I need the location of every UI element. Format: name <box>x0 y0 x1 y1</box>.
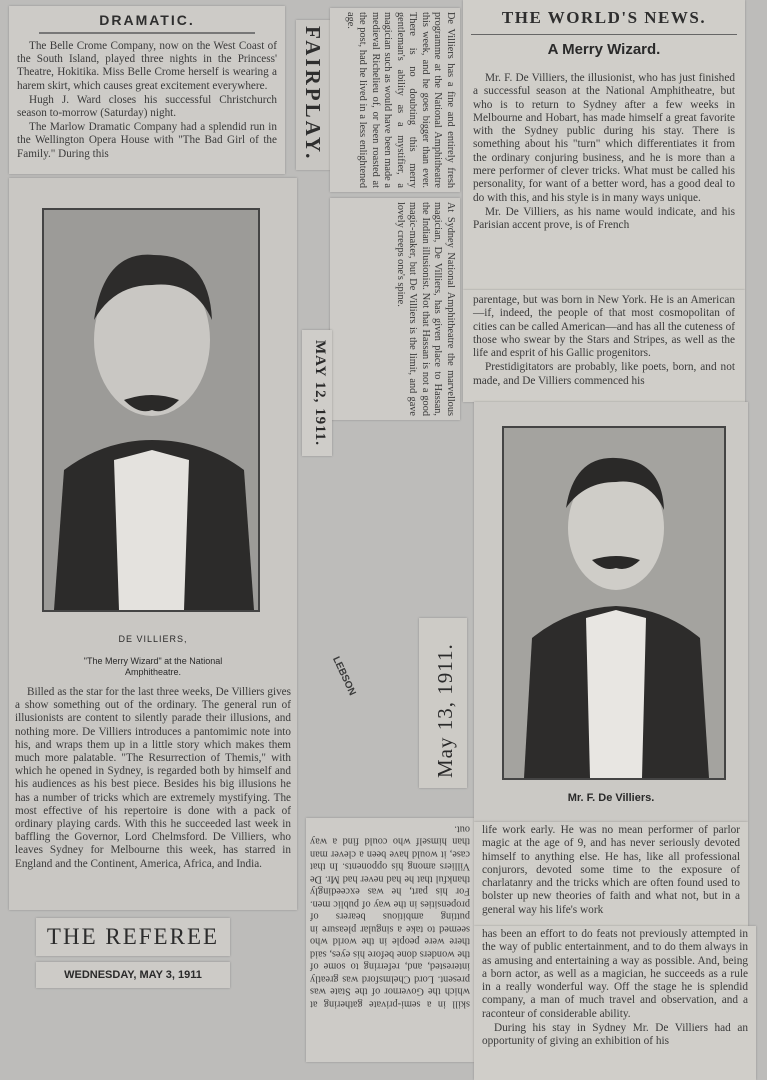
worlds-news-mid <box>463 290 745 402</box>
photo-caption-sub: "The Merry Wizard" at the National Amphitheatre. <box>83 656 223 677</box>
referee-date-text: WEDNESDAY, MAY 3, 1911 <box>64 969 202 981</box>
fairplay-text-a <box>330 8 460 192</box>
dramatic-clipping <box>9 6 285 174</box>
worlds-news-bottom-a <box>474 822 748 926</box>
photo-caption: Mr. F. De Villiers. <box>567 792 655 804</box>
fairplay-title: FAIRPLAY. <box>301 26 325 162</box>
photo-caption-name: DE VILLIERS, <box>118 634 188 644</box>
stamp-text: LEBSON <box>330 655 358 698</box>
paragraph: Prestidigitators are probably, like poets, born, and not made, and De Villiers commenced his <box>473 361 735 387</box>
worlds-news-top <box>463 0 745 290</box>
fairplay-masthead <box>296 20 330 170</box>
upside-down-text: skill in a semi-private gathering at which the Governor of the State was present. Lord Chelmsford was greatly interested, and, referring to some of the wonders done before his eyes, said there were people in the world who seemed to take a singular pleasure in putting ambitious bearers of propensities in the way of public men. For his part, he was exceedingly thankful that he had never had Mr. De Villiers among his opponents. In that case, it would have been a clever man than himself who could find a way out. <box>310 823 470 1010</box>
fairplay-text-b <box>330 198 460 420</box>
worlds-news-date <box>419 618 467 788</box>
referee-masthead <box>36 918 230 956</box>
referee-body: Billed as the star for the last three weeks, De Villiers gives a show something out of the ordinary. The general run of illusionists are content to silently parade their illusions, and nothing more. De Villiers introduces a pantomimic note into his, and wraps them up in a little story which makes them much more palatable. "The Resurrection of Themis," with which he opened in Sydney, is regarded both by himself and his audiences as his best piece. Besides his big illusions he has a number of tricks which are extremely mystifying. The most effective of his repertoire is done with a pack of ordinary playing cards. With this he succeeded last week in baffling the Governor, Lord Chelmsford. De Villiers, who leaves Sydney for Melbourne this week, has starred in England and the Continent, America, Africa, and India. <box>15 686 291 870</box>
referee-photo-clipping <box>9 178 297 910</box>
paragraph: parentage, but was born in New York. He is an American—if, indeed, the people of that most cosmopolitan of cities can be called American—and has all the cuteness of those who swear by the Stars and Stripes, as well as the life and esprit of his Gallic progenitors. <box>473 294 735 360</box>
fairplay-column-b: At Sydney National Amphitheatre the marvellous magician, De Villiers, has given place to Hassan, the Indian illusionist. Not that Hassan is not a good magic-maker, but De Villiers is the limit, and gave lovely creeps one's spine. <box>395 202 456 416</box>
fairplay-date <box>302 330 332 456</box>
paragraph: The Marlow Dramatic Company had a splendid run in the Wellington Opera House with "The Bad Girl of the Family." During this <box>17 121 277 160</box>
dramatic-text <box>9 40 285 161</box>
referee-date <box>36 962 230 988</box>
paragraph: Mr. F. De Villiers, the illusionist, who has just finished a successful season at the National Amphitheatre, but who is to return to Sydney after a few weeks in Melbourne and Hobart, has made himself a great favorite with the Sydney public during his stay. There is something about his "turn" which differentiates it from the ordinary conjuring business, and he is more than a mere performer of clever tricks. What must be called his personality, for want of a better word, has a good deal to do with this, and his style is in many ways unique. <box>473 72 735 204</box>
worlds-news-date-text: May 13, 1911. <box>433 643 457 778</box>
fairplay-column-a: De Villiers has a fine and entirely fresh programme at the National Amphitheatre this week, and he goes bigger than ever. There is no doubting this merry gentleman's ability as a mystifier, a magician such as would have been made a medieval Richelieu of, or been roasted at the post, had he lived in a less enlightened age. <box>345 12 456 188</box>
de-villiers-portrait <box>42 208 260 612</box>
worlds-news-text-top <box>463 72 745 233</box>
worlds-news-text-bottom-b <box>474 926 756 1049</box>
mr-de-villiers-portrait <box>502 426 726 780</box>
paragraph: life work early. He was no mean performer of parlor magic at the age of 9, and has never seriously devoted himself to anything else. He has, like all professional conjurors, devoted some time to the exposure of charlatanry and the tricks which are often found used to bolster up new theories of faith and what not, but in a general way his life's work <box>482 824 740 916</box>
paragraph: The Belle Crome Company, now on the West Coast of the South Island, played three nights in the Princess' Theatre, Hokitika. Miss Belle Crome herself is wearing a harem skirt, which causes great excitement everywhere. <box>17 40 277 92</box>
fairplay-date-text: MAY 12, 1911. <box>312 340 328 447</box>
worlds-news-bottom-b <box>474 926 756 1080</box>
lebson-stamp <box>330 655 358 697</box>
worlds-news-text-mid <box>463 290 745 388</box>
upside-down-clipping <box>306 818 474 1062</box>
heading-rule <box>39 32 255 34</box>
paragraph: Mr. De Villiers, as his name would indicate, and his Parisian accent prove, is of French <box>473 205 735 232</box>
worlds-news-photo-clipping <box>474 402 748 822</box>
portrait-image <box>44 210 258 610</box>
paragraph: During his stay in Sydney Mr. De Villiers had an opportunity of giving an exhibition of his <box>482 1022 748 1048</box>
headline: A Merry Wizard. <box>547 41 661 58</box>
worlds-news-text-bottom-a <box>474 822 748 917</box>
paragraph: has been an effort to do feats not previously attempted in the way of public entertainment, and to do them always in as amusing and entertaining a way as possible. And, being a born actor, as well as a magician, he succeeds as a rule in a really wonderful way. Off the stage he is splendid company, a man of much travel and observation, and a raconteur of considerable ability. <box>482 928 748 1020</box>
worlds-news-title: THE WORLD'S NEWS. <box>501 8 707 27</box>
dramatic-heading: DRAMATIC. <box>99 12 195 28</box>
paragraph: Hugh J. Ward closes his successful Christchurch season to-morrow (Saturday) night. <box>17 93 277 120</box>
portrait-image <box>504 428 724 778</box>
title-rule <box>471 34 737 35</box>
referee-title: THE REFEREE <box>46 924 220 949</box>
